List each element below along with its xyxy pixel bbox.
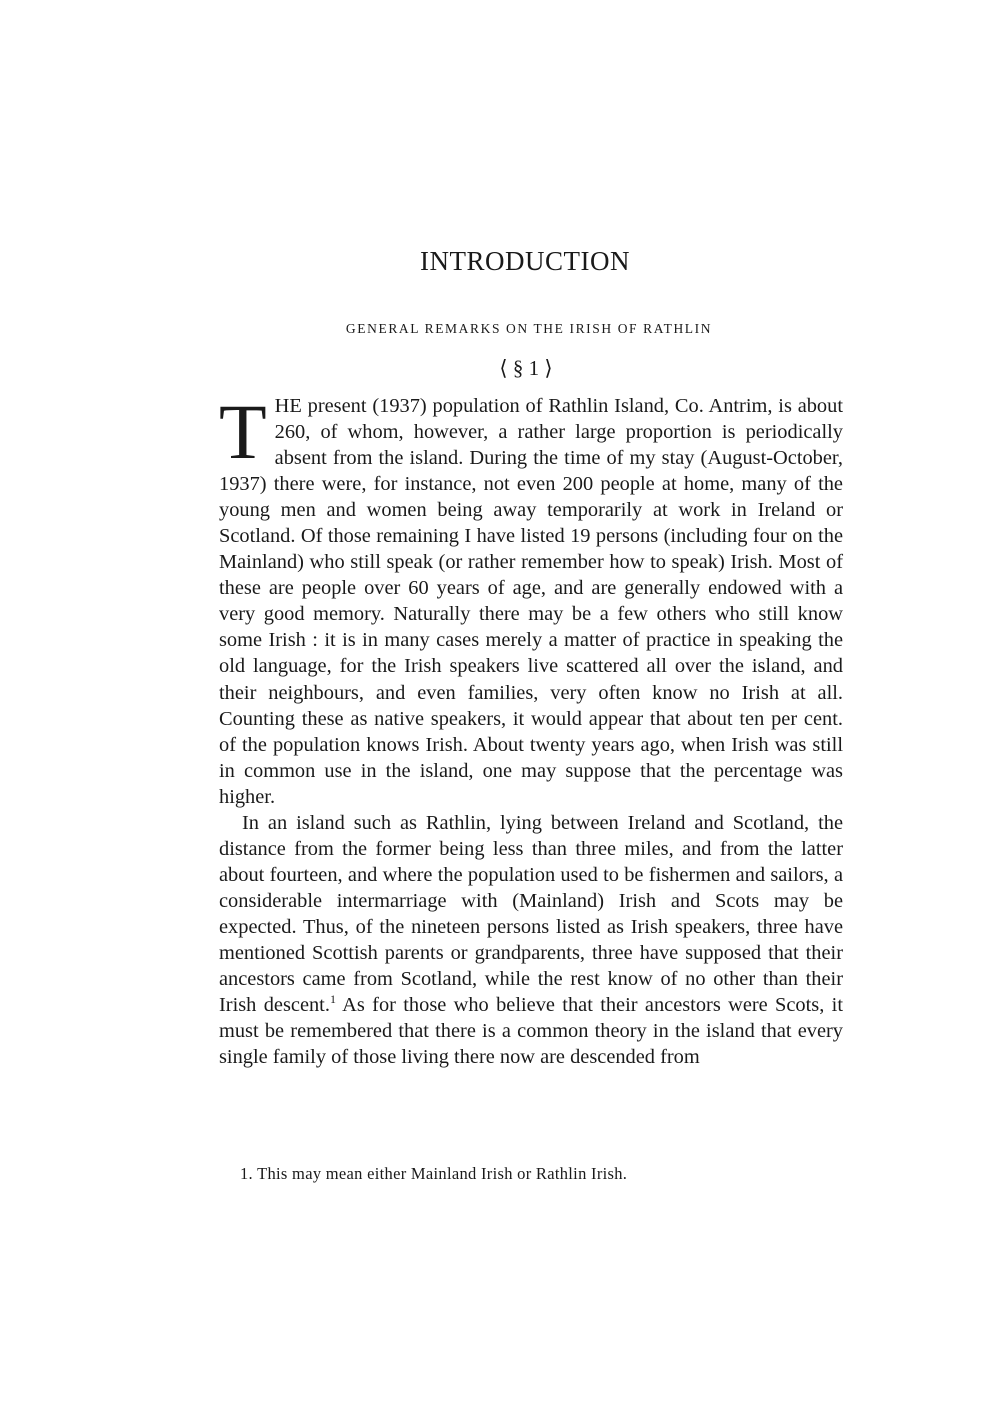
paragraph-2 <box>219 810 843 1070</box>
chapter-title: INTRODUCTION <box>420 246 630 276</box>
body-text <box>219 388 843 1070</box>
footnote-reference[interactable]: 1 <box>329 992 336 1007</box>
paragraph-2-text-b: As for those who believe that their ancestors were Scots, it must be remembered that there is a common theory in the island that every single family of those living there now are descended from <box>219 994 843 1069</box>
paragraph-1-text: HE present (1937) population of Rathlin Island, Co. Antrim, is about 260, of whom, however, a rather large proportion is periodically absent from the island. During the time of my stay (August-October, 1937) there were, for instance, not even 200 people at home, many of the young men and women being away temporarily at work in Ireland or Scotland. Of those remaining I have listed 19 persons (including four on the Mainland) who still speak (or rather remember how to speak) Irish. Most of these are people over 60 years of age, and are generally endowed with a very good memory. Naturally there may be a few others who still know some Irish : it is in many cases merely a matter of practice in speaking the old language, for the Irish speakers live scattered all over the island, and their neighbours, and even families, very often know no Irish at all. Counting these as native speakers, it would appear that about ten per cent. of the population knows Irish. About twenty years ago, when Irish was still in common use in the island, one may suppose that the percentage was higher. <box>219 395 843 808</box>
drop-cap: T <box>219 388 267 475</box>
section-number: ⟨ § 1 ⟩ <box>499 356 553 380</box>
paragraph-2-text-a: In an island such as Rathlin, lying between Ireland and Scotland, the distance from the former being less than three miles, and from the latter about fourteen, and where the population used to be fishermen and sailors, a considerable intermarriage with (Mainland) Irish and Scots may be expected. Thus, of the nineteen persons listed as Irish speakers, three have mentioned Scottish parents or grandparents, three have supposed that their ancestors came from Scotland, while the rest know of no other than their Irish descent. <box>219 811 843 1017</box>
paragraph-1 <box>219 388 843 810</box>
section-subtitle: GENERAL REMARKS ON THE IRISH OF RATHLIN <box>345 321 713 336</box>
footnote: 1. This may mean either Mainland Irish or Rathlin Irish. <box>240 1164 628 1183</box>
